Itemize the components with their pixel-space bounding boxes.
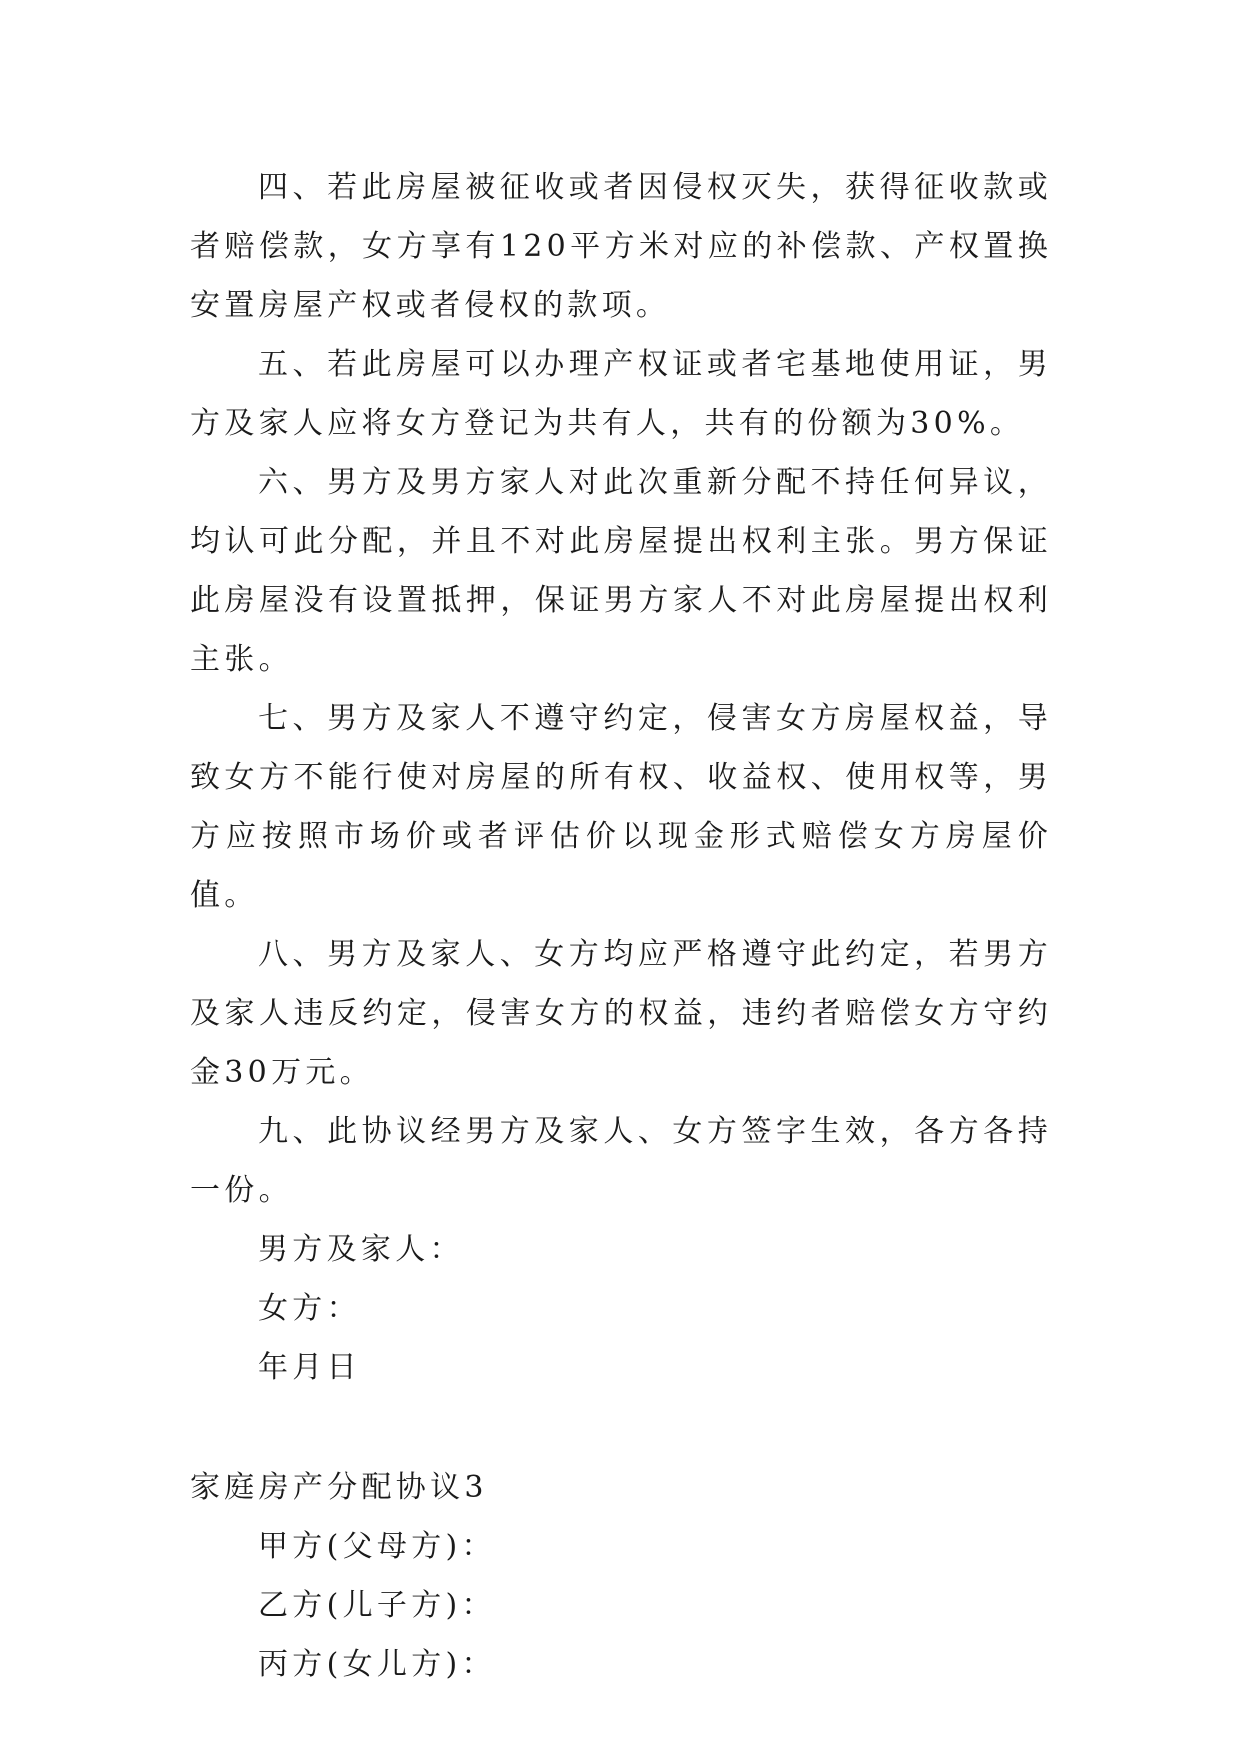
party-b-line: 乙方(儿子方)： [258,1588,496,1623]
clause-5: 五、若此房屋可以办理产权证或者宅基地使用证，男方及家人应将女方登记为共有人，共有的份额为30%。 [190,347,1052,441]
clause-4: 四、若此房屋被征收或者因侵权灭失，获得征收款或者赔偿款，女方享有120平方米对应的补偿款、产权置换安置房屋产权或者侵权的款项。 [190,170,1052,323]
agreement-3-title: 家庭房产分配协议3 [190,1470,488,1505]
clause-8: 八、男方及家人、女方均应严格遵守此约定，若男方及家人违反约定，侵害女方的权益，违约者赔偿女方守约金30万元。 [190,937,1052,1090]
party-c-line: 丙方(女儿方)： [258,1647,496,1682]
female-party-signature-line: 女方： [258,1291,361,1326]
document-body [190,158,1052,1694]
date-line: 年月日 [258,1350,361,1385]
party-a-line: 甲方(父母方)： [258,1529,496,1564]
male-party-signature-line: 男方及家人： [258,1232,464,1267]
clause-9: 九、此协议经男方及家人、女方签字生效，各方各持一份。 [190,1114,1052,1208]
clause-6: 六、男方及男方家人对此次重新分配不持任何异议，均认可此分配，并且不对此房屋提出权利主张。男方保证此房屋没有设置抵押，保证男方家人不对此房屋提出权利主张。 [190,465,1052,677]
clause-7: 七、男方及家人不遵守约定，侵害女方房屋权益，导致女方不能行使对房屋的所有权、收益权、使用权等，男方应按照市场价或者评估价以现金形式赔偿女方房屋价值。 [190,701,1052,913]
